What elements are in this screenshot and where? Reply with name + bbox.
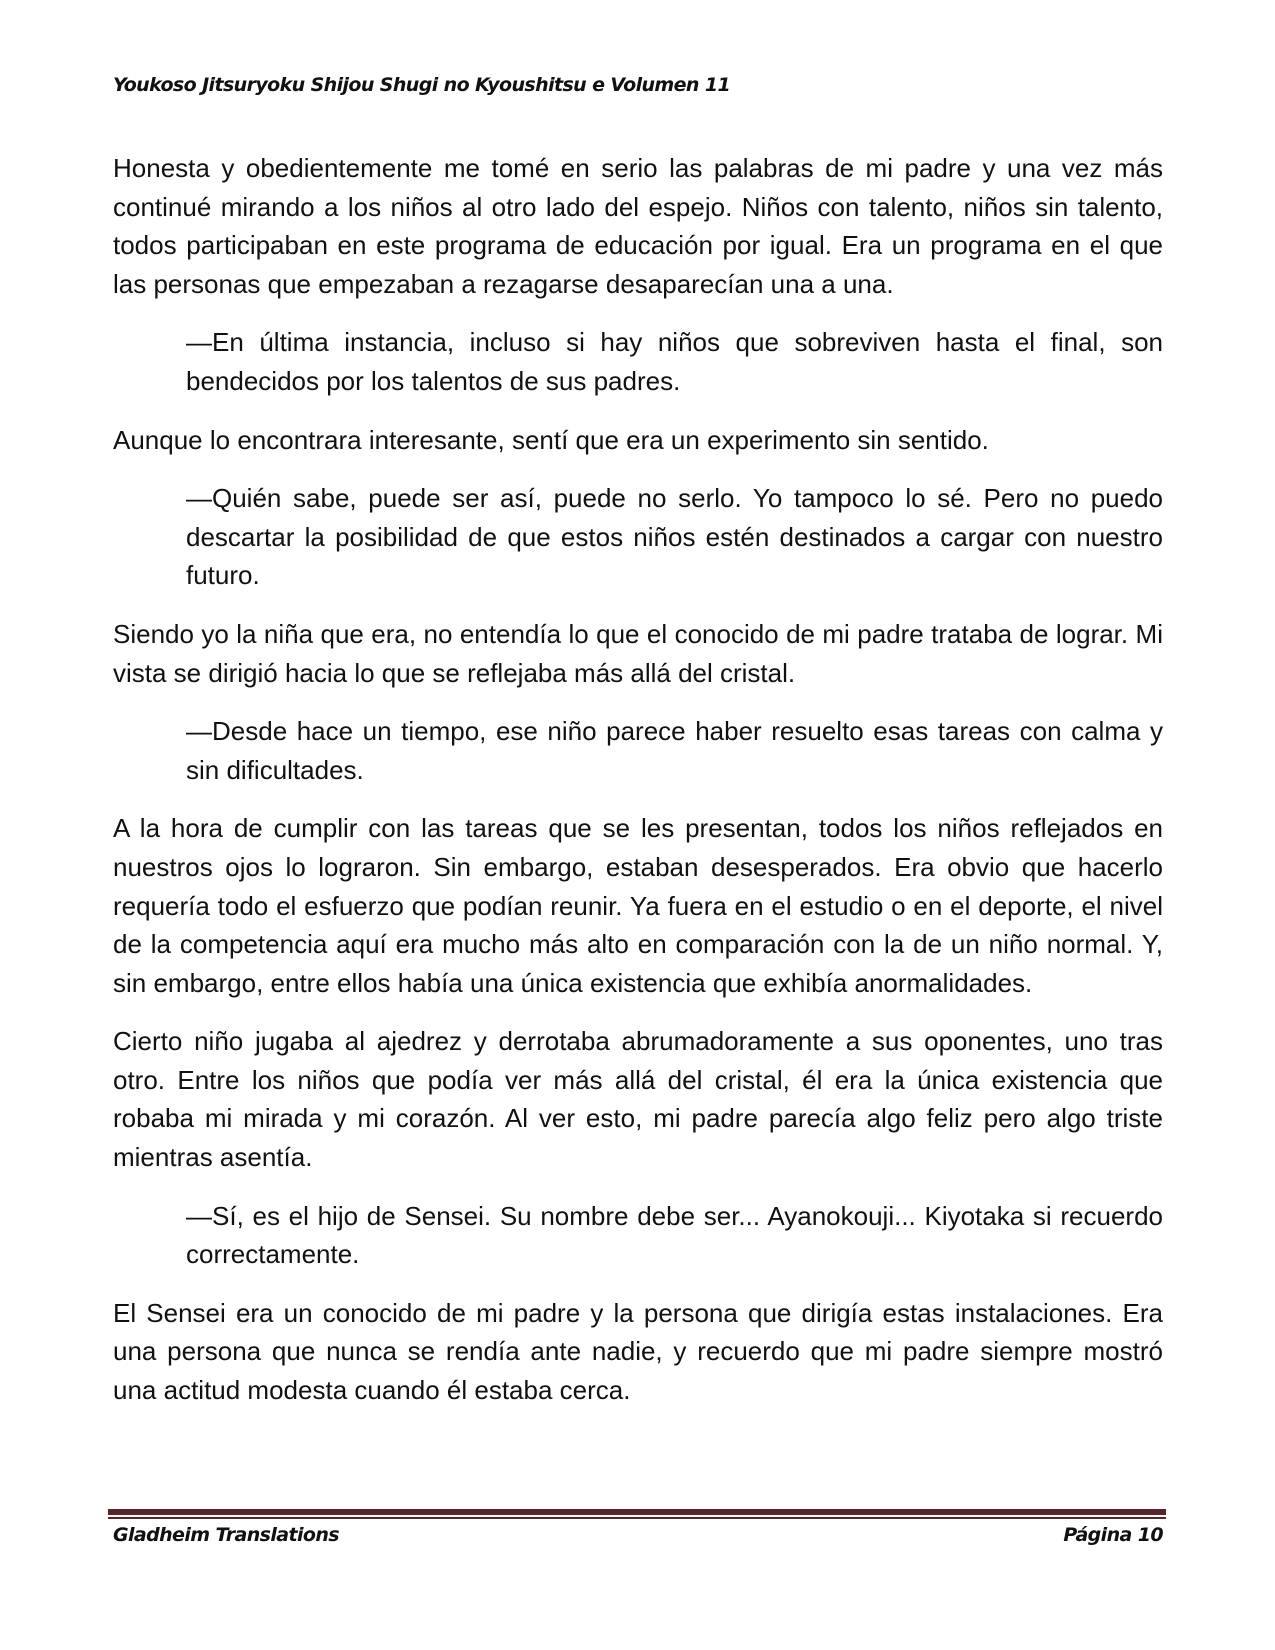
running-header: Youkoso Jitsuryoku Shijou Shugi no Kyoushitsu e Volumen 11 (113, 74, 731, 96)
paragraph: A la hora de cumplir con las tareas que se les presentan, todos los niños reflejados en nuestros ojos lo lograron. Sin embargo, estaban desesperados. Era obvio que hacerlo requería todo el esfuerzo que podían reunir. Ya fuera en el estudio o en el deporte, el nivel de la competencia aquí era mucho más alto en comparación con la de un niño normal. Y, sin embargo, entre ellos había una única existencia que exhibía anormalidades. (113, 813, 1163, 998)
footer-rule-thin (108, 1517, 1166, 1519)
paragraph: Siendo yo la niña que era, no entendía lo que el conocido de mi padre trataba de lograr. Mi vista se dirigió hacia lo que se reflejaba más allá del cristal. (113, 618, 1163, 688)
footer-rule-thick (108, 1509, 1166, 1515)
dialogue-paragraph: —Sí, es el hijo de Sensei. Su nombre debe ser... Ayanokouji... Kiyotaka si recuerdo correctamente. (186, 1200, 1163, 1270)
paragraph: Honesta y obedientemente me tomé en serio las palabras de mi padre y una vez más continué mirando a los niños al otro lado del espejo. Niños con talento, niños sin talento, todos participaban en este programa de educación por igual. Era un programa en el que las personas que empezaban a rezagarse desaparecían una a una. (113, 153, 1163, 299)
dialogue-paragraph: —En última instancia, incluso si hay niños que sobreviven hasta el final, son bendecidos por los talentos de sus padres. (186, 327, 1163, 396)
paragraph: Aunque lo encontrara interesante, sentí que era un experimento sin sentido. (113, 424, 989, 455)
page-number: Página 10 (1063, 1524, 1163, 1546)
dialogue-paragraph: —Quién sabe, puede ser así, puede no serlo. Yo tampoco lo sé. Pero no puedo descartar la posibilidad de que estos niños estén destinados a cargar con nuestro futuro. (186, 483, 1163, 591)
paragraph: Cierto niño jugaba al ajedrez y derrotaba abrumadoramente a sus oponentes, uno tras otro. Entre los niños que podía ver más allá del cristal, él era la única existencia que robaba mi mirada y mi corazón. Al ver esto, mi padre parecía algo feliz pero algo triste mientras asentía. (113, 1026, 1163, 1173)
page-body (113, 149, 1163, 1430)
page-footer (113, 1524, 1163, 1546)
footer-rule (108, 1509, 1166, 1519)
paragraph: El Sensei era un conocido de mi padre y la persona que dirigía estas instalaciones. Era una persona que nunca se rendía ante nadie, y recuerdo que mi padre siempre mostró una actitud modesta cuando él estaba cerca. (113, 1297, 1163, 1406)
footer-credit: Gladheim Translations (113, 1524, 339, 1546)
dialogue-paragraph: —Desde hace un tiempo, ese niño parece haber resuelto esas tareas con calma y sin dificultades. (186, 716, 1163, 785)
